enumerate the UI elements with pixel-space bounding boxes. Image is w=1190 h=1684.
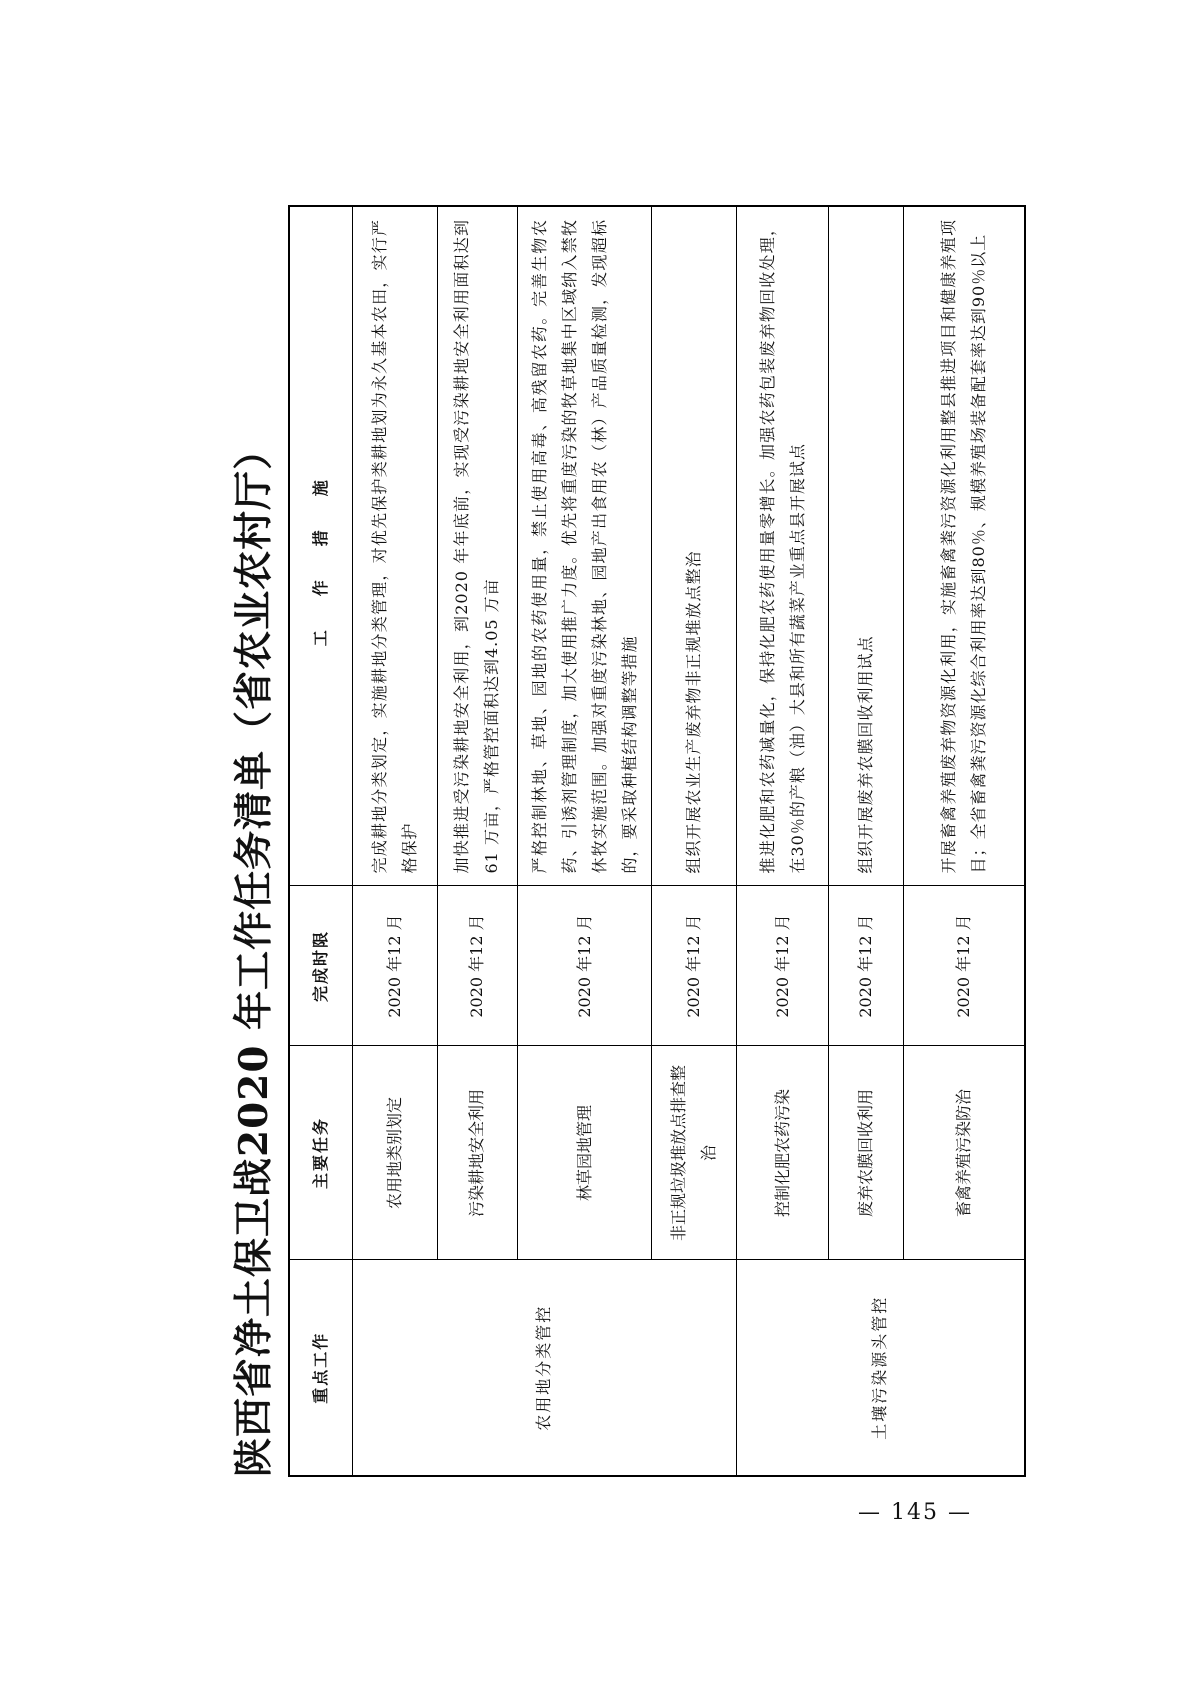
header-deadline: 完成时限: [289, 886, 352, 1046]
rotated-table-block: [222, 207, 988, 1477]
task-cell: 控制化肥农药污染: [736, 1046, 829, 1260]
measures-cell: 加快推进受污染耕地安全利用，到2020 年年底前，实现受污染耕地安全利用面积达到61 万亩，严格管控面积达到4.05 万亩: [437, 206, 517, 886]
measures-cell: 完成耕地分类划定，实施耕地分类管理，对优先保护类耕地划为永久基本农田，实行严格保护: [352, 206, 437, 886]
table-header-row: [289, 206, 352, 1476]
deadline-cell: 2020 年12 月: [903, 886, 1025, 1046]
header-task: 主要任务: [289, 1046, 352, 1260]
focus-area-cell: 土壤污染源头管控: [736, 1260, 1025, 1476]
task-table: [288, 205, 1026, 1477]
header-measures: 工作措施: [289, 206, 352, 886]
task-cell: 非正规垃圾堆放点排查整治: [652, 1046, 737, 1260]
measures-cell: 组织开展农业生产废弃物非正规堆放点整治: [652, 206, 737, 886]
focus-area-cell: 农用地分类管控: [352, 1260, 736, 1476]
deadline-cell: 2020 年12 月: [517, 886, 651, 1046]
task-cell: 废弃农膜回收利用: [829, 1046, 903, 1260]
task-cell: 污染耕地安全利用: [437, 1046, 517, 1260]
task-cell: 畜禽养殖污染防治: [903, 1046, 1025, 1260]
task-cell: 农用地类别划定: [352, 1046, 437, 1260]
measures-cell: 组织开展废弃农膜回收利用试点: [829, 206, 903, 886]
deadline-cell: 2020 年12 月: [437, 886, 517, 1046]
header-focus: 重点工作: [289, 1260, 352, 1476]
table-row: [352, 206, 437, 1476]
table-row: [736, 206, 829, 1476]
task-cell: 林草园地管理: [517, 1046, 651, 1260]
deadline-cell: 2020 年12 月: [829, 886, 903, 1046]
page-title: 陕西省净土保卫战2020 年工作任务清单（省农业农村厅）: [231, 429, 277, 1477]
deadline-cell: 2020 年12 月: [652, 886, 737, 1046]
page-number: — 145 —: [858, 1500, 972, 1525]
measures-cell: 开展畜禽养殖废弃物资源化利用，实施畜禽粪污资源化利用整县推进项目和健康养殖项目；全省畜禽粪污资源化综合利用率达到80％、规模养殖场装备配套率达到90％以上: [903, 206, 1025, 886]
deadline-cell: 2020 年12 月: [736, 886, 829, 1046]
measures-cell: 推进化肥和农药减量化，保持化肥农药使用量零增长。加强农药包装废弃物回收处理，在30％的产粮（油）大县和所有蔬菜产业重点县开展试点: [736, 206, 829, 886]
measures-cell: 严格控制林地、草地、园地的农药使用量，禁止使用高毒、高残留农药。完善生物农药、引诱剂管理制度，加大使用推广力度。优先将重度污染的牧草地集中区域纳入禁牧休牧实施范围。加强对重度污染林地、园地产出食用农（林）产品质量检测，发现超标的，要采取种植结构调整等措施: [517, 206, 651, 886]
deadline-cell: 2020 年12 月: [352, 886, 437, 1046]
